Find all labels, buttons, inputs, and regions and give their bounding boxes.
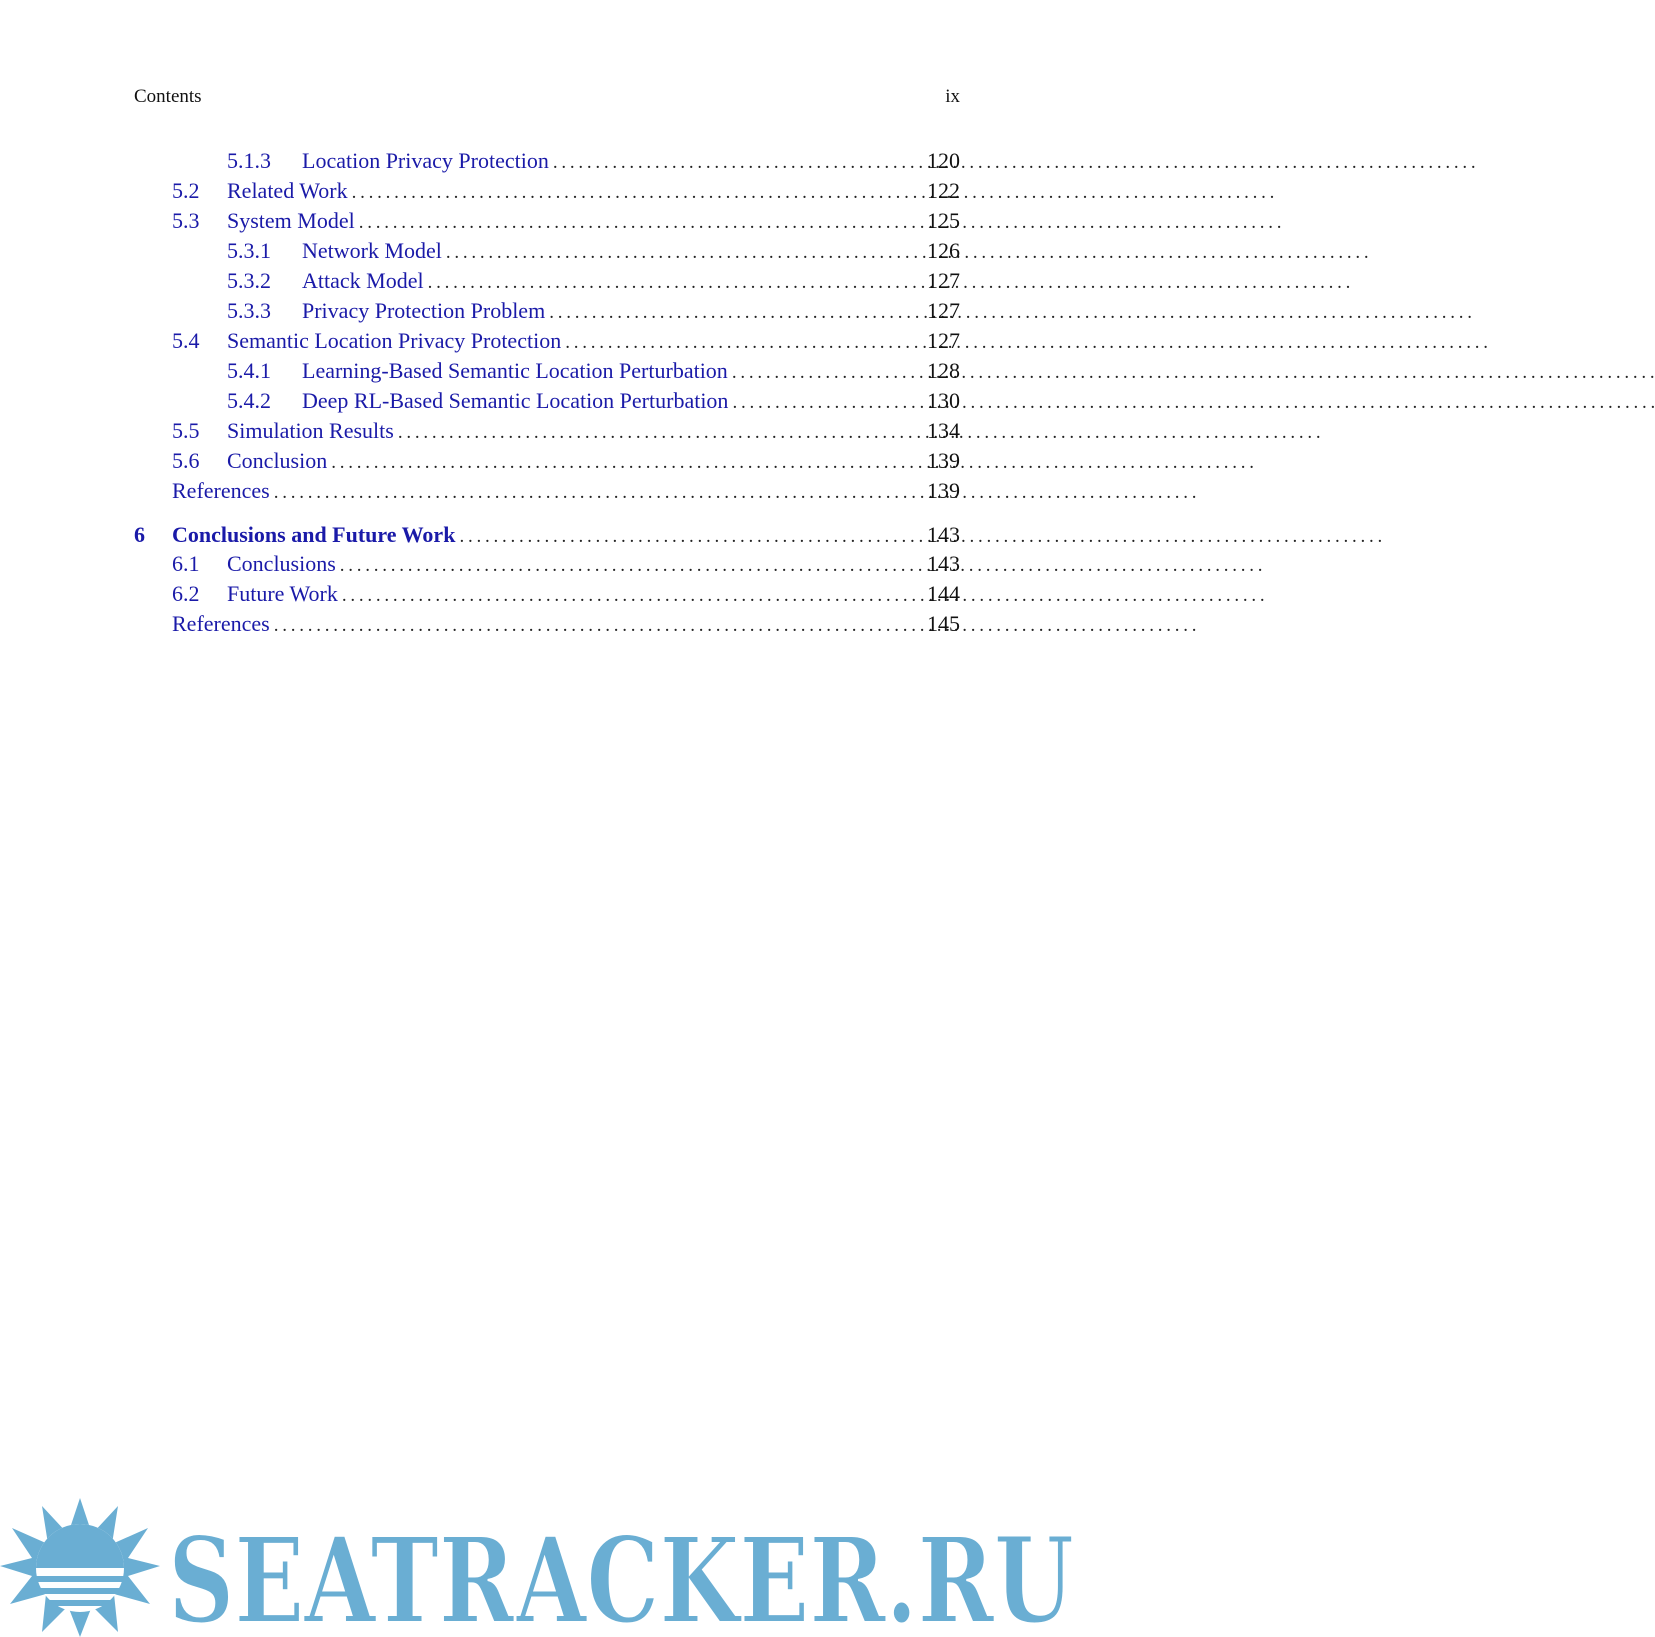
toc-entry-title[interactable]: Privacy Protection Problem: [302, 298, 546, 323]
toc-entry-title[interactable]: Conclusions and Future Work: [172, 522, 456, 547]
toc-entry-number: 5.3.3: [227, 298, 271, 323]
toc-entry-title[interactable]: Deep RL-Based Semantic Location Perturbation: [302, 388, 729, 413]
dot-leader: [732, 358, 1655, 388]
toc-entry-title[interactable]: Conclusions: [227, 551, 336, 576]
toc-entry-title[interactable]: Network Model: [302, 238, 442, 263]
toc-entry-title[interactable]: Future Work: [227, 581, 338, 606]
toc-entry-page: 127: [927, 268, 960, 293]
toc-entry-5-2[interactable]: [134, 176, 960, 206]
toc-entry-title[interactable]: References: [172, 611, 270, 636]
toc-entry-number: 5.5: [172, 418, 200, 443]
dot-leader: [398, 418, 1321, 448]
dot-leader: [342, 581, 1265, 611]
toc-entry-page: 143: [927, 522, 960, 547]
toc-entry-5-1-3[interactable]: [134, 146, 960, 176]
dot-leader: [428, 268, 1351, 298]
toc-entry-page: 145: [927, 611, 960, 636]
toc-entry-6-1[interactable]: [134, 549, 960, 579]
dot-leader: [359, 208, 1282, 238]
toc-entry-title[interactable]: Semantic Location Privacy Protection: [227, 328, 562, 353]
toc-entry-number: 5.3.1: [227, 238, 271, 263]
toc-entry-5-3-3[interactable]: [134, 296, 960, 326]
watermark-logo: [0, 1496, 1080, 1637]
dot-leader: [274, 611, 1197, 641]
toc-entry-page: 122: [927, 178, 960, 203]
toc-entry-title[interactable]: Related Work: [227, 178, 348, 203]
dot-leader: [352, 178, 1275, 208]
toc-entry-title[interactable]: Attack Model: [302, 268, 424, 293]
toc-entry-number: 5.4.2: [227, 388, 271, 413]
toc-entry-title[interactable]: Conclusion: [227, 448, 328, 473]
dot-leader: [549, 298, 1472, 328]
toc-entry-title[interactable]: Location Privacy Protection: [302, 148, 549, 173]
toc-entry-references-ch5[interactable]: [134, 476, 960, 506]
toc-entry-number: 6: [134, 522, 145, 547]
toc-entry-number: 5.6: [172, 448, 200, 473]
toc-entry-page: 120: [927, 148, 960, 173]
toc-entry-title[interactable]: Learning-Based Semantic Location Perturbation: [302, 358, 728, 383]
toc-entry-5-5[interactable]: [134, 416, 960, 446]
toc-entry-page: 127: [927, 328, 960, 353]
toc-entry-number: 5.4: [172, 328, 200, 353]
toc-entry-5-3-2[interactable]: [134, 266, 960, 296]
running-head: [134, 86, 960, 110]
running-head-section: Contents: [134, 86, 202, 107]
toc-entry-number: 5.1.3: [227, 148, 271, 173]
toc-entry-number: 6.1: [172, 551, 200, 576]
toc-entry-title[interactable]: System Model: [227, 208, 355, 233]
dot-leader: [553, 148, 1476, 178]
toc-entry-title[interactable]: Simulation Results: [227, 418, 394, 443]
toc-entry-page: 130: [927, 388, 960, 413]
toc-entry-5-3[interactable]: [134, 206, 960, 236]
toc-entry-number: 6.2: [172, 581, 200, 606]
toc-entry-title[interactable]: References: [172, 478, 270, 503]
toc-entry-page: 139: [927, 478, 960, 503]
toc-entry-chapter-6[interactable]: [134, 520, 960, 550]
dot-leader: [732, 388, 1655, 418]
toc-entry-5-6[interactable]: [134, 446, 960, 476]
toc-entry-5-4[interactable]: [134, 326, 960, 356]
page-number: ix: [945, 86, 960, 107]
toc-entry-page: 128: [927, 358, 960, 383]
toc-entry-number: 5.3: [172, 208, 200, 233]
toc-entry-number: 5.3.2: [227, 268, 271, 293]
toc-entry-page: 127: [927, 298, 960, 323]
toc-entry-page: 144: [927, 581, 960, 606]
toc-entry-6-2[interactable]: [134, 579, 960, 609]
toc-entry-5-4-1[interactable]: [134, 356, 960, 386]
toc-entry-page: 125: [927, 208, 960, 233]
toc-entry-references-ch6[interactable]: [134, 609, 960, 639]
dot-leader: [331, 448, 1254, 478]
toc-entry-number: 5.2: [172, 178, 200, 203]
toc-entry-number: 5.4.1: [227, 358, 271, 383]
toc-entry-5-4-2[interactable]: [134, 386, 960, 416]
dot-leader: [340, 551, 1263, 581]
toc-entry-page: 126: [927, 238, 960, 263]
watermark-text: SEATRACKER.RU: [168, 1511, 1074, 1637]
dot-leader: [274, 478, 1197, 508]
toc-entry-page: 143: [927, 551, 960, 576]
sun-burst-icon: [0, 1498, 160, 1637]
toc-entry-5-3-1[interactable]: [134, 236, 960, 266]
dot-leader: [565, 328, 1488, 358]
toc-entry-page: 139: [927, 448, 960, 473]
toc-entry-page: 134: [927, 418, 960, 443]
